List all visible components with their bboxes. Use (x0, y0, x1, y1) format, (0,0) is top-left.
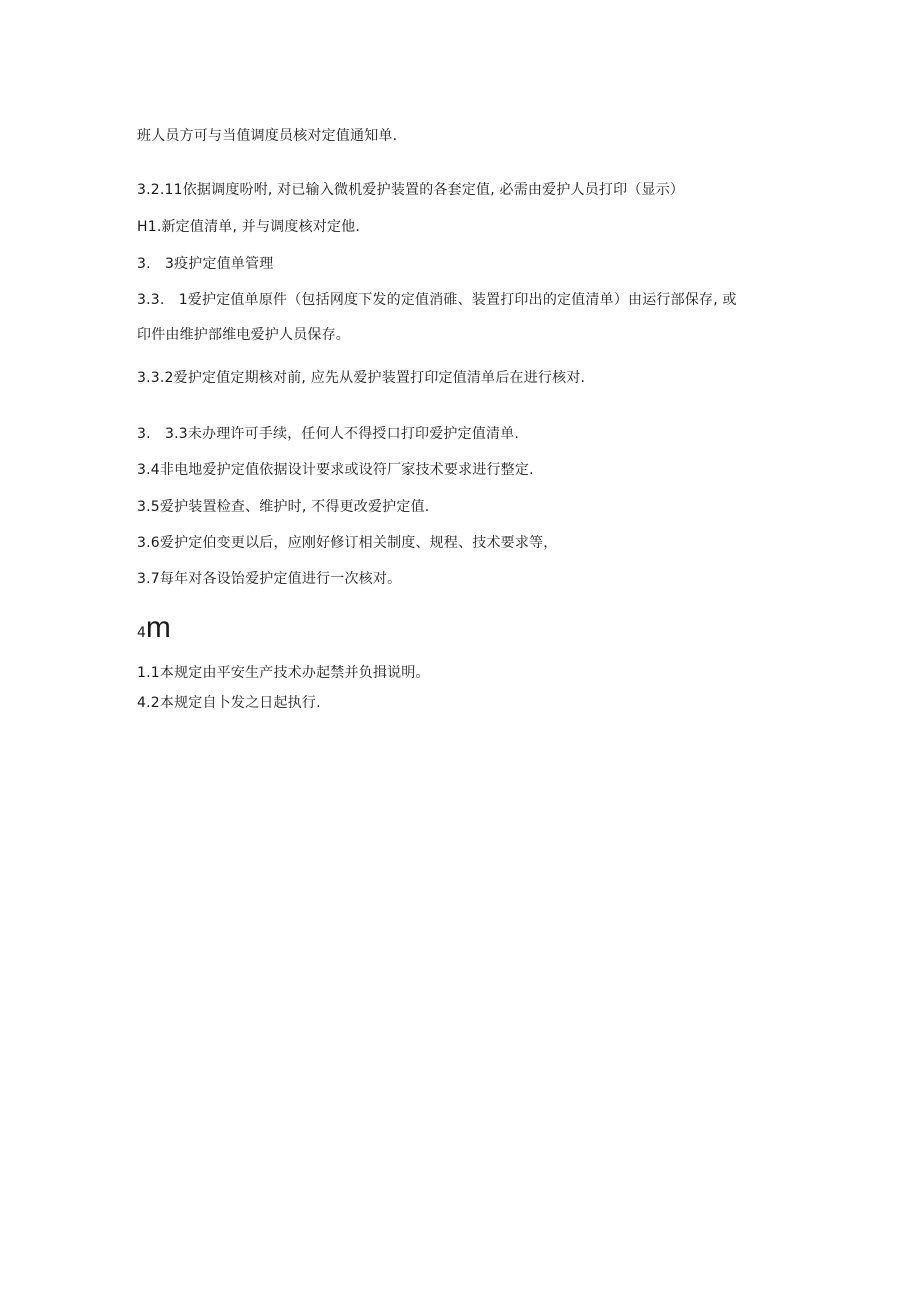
paragraph-line-13: 1.1本规定由平安生产技术办起禁并负揖说明。 (137, 665, 430, 681)
paragraph-line-3: H1.新定值清单, 并与调度核对定他. (137, 219, 361, 235)
paragraph-line-9: 3.4非电地爱护定值依据设计要求或设符厂家技术要求进行整定. (137, 462, 534, 478)
paragraph-line-2: 3.2.11依据调度吩咐, 对已输入微机爱护装置的各套定值, 必需由爱护人员打印（显示） (137, 182, 685, 198)
paragraph-line-14: 4.2本规定自卜发之日起执行. (137, 695, 321, 711)
section-title-3-3: 3. 3疫护定值单管理 (137, 256, 274, 272)
paragraph-line-11: 3.6爱护定伯变更以后，应刚好修订相关制度、规程、技术要求等， (137, 535, 558, 551)
paragraph-line-1: 班人员方可与当值调度员核对定值通知单. (137, 128, 398, 144)
heading-text: m (145, 611, 172, 644)
paragraph-line-6: 印件由维护部维电爱护人员保存。 (137, 327, 350, 343)
paragraph-line-12: 3.7每年对各设饴爱护定值进行一次核对。 (137, 571, 402, 587)
section-heading-4 (137, 608, 172, 653)
paragraph-line-5: 3.3. 1爱护定值单原件（包括网度下发的定值消碓、装置打印出的定值清单）由运行部保存, 或 (137, 292, 737, 308)
paragraph-line-7: 3.3.2爱护定值定期核对前, 应先从爱护装置打印定值清单后在进行核对. (137, 370, 586, 386)
paragraph-line-10: 3.5爱护装置检查、维护时, 不得更改爱护定值. (137, 499, 430, 515)
paragraph-line-8: 3. 3.3未办理许可手续，任何人不得授口打印爱护定值清单. (137, 426, 520, 442)
heading-number: 4 (137, 625, 146, 641)
